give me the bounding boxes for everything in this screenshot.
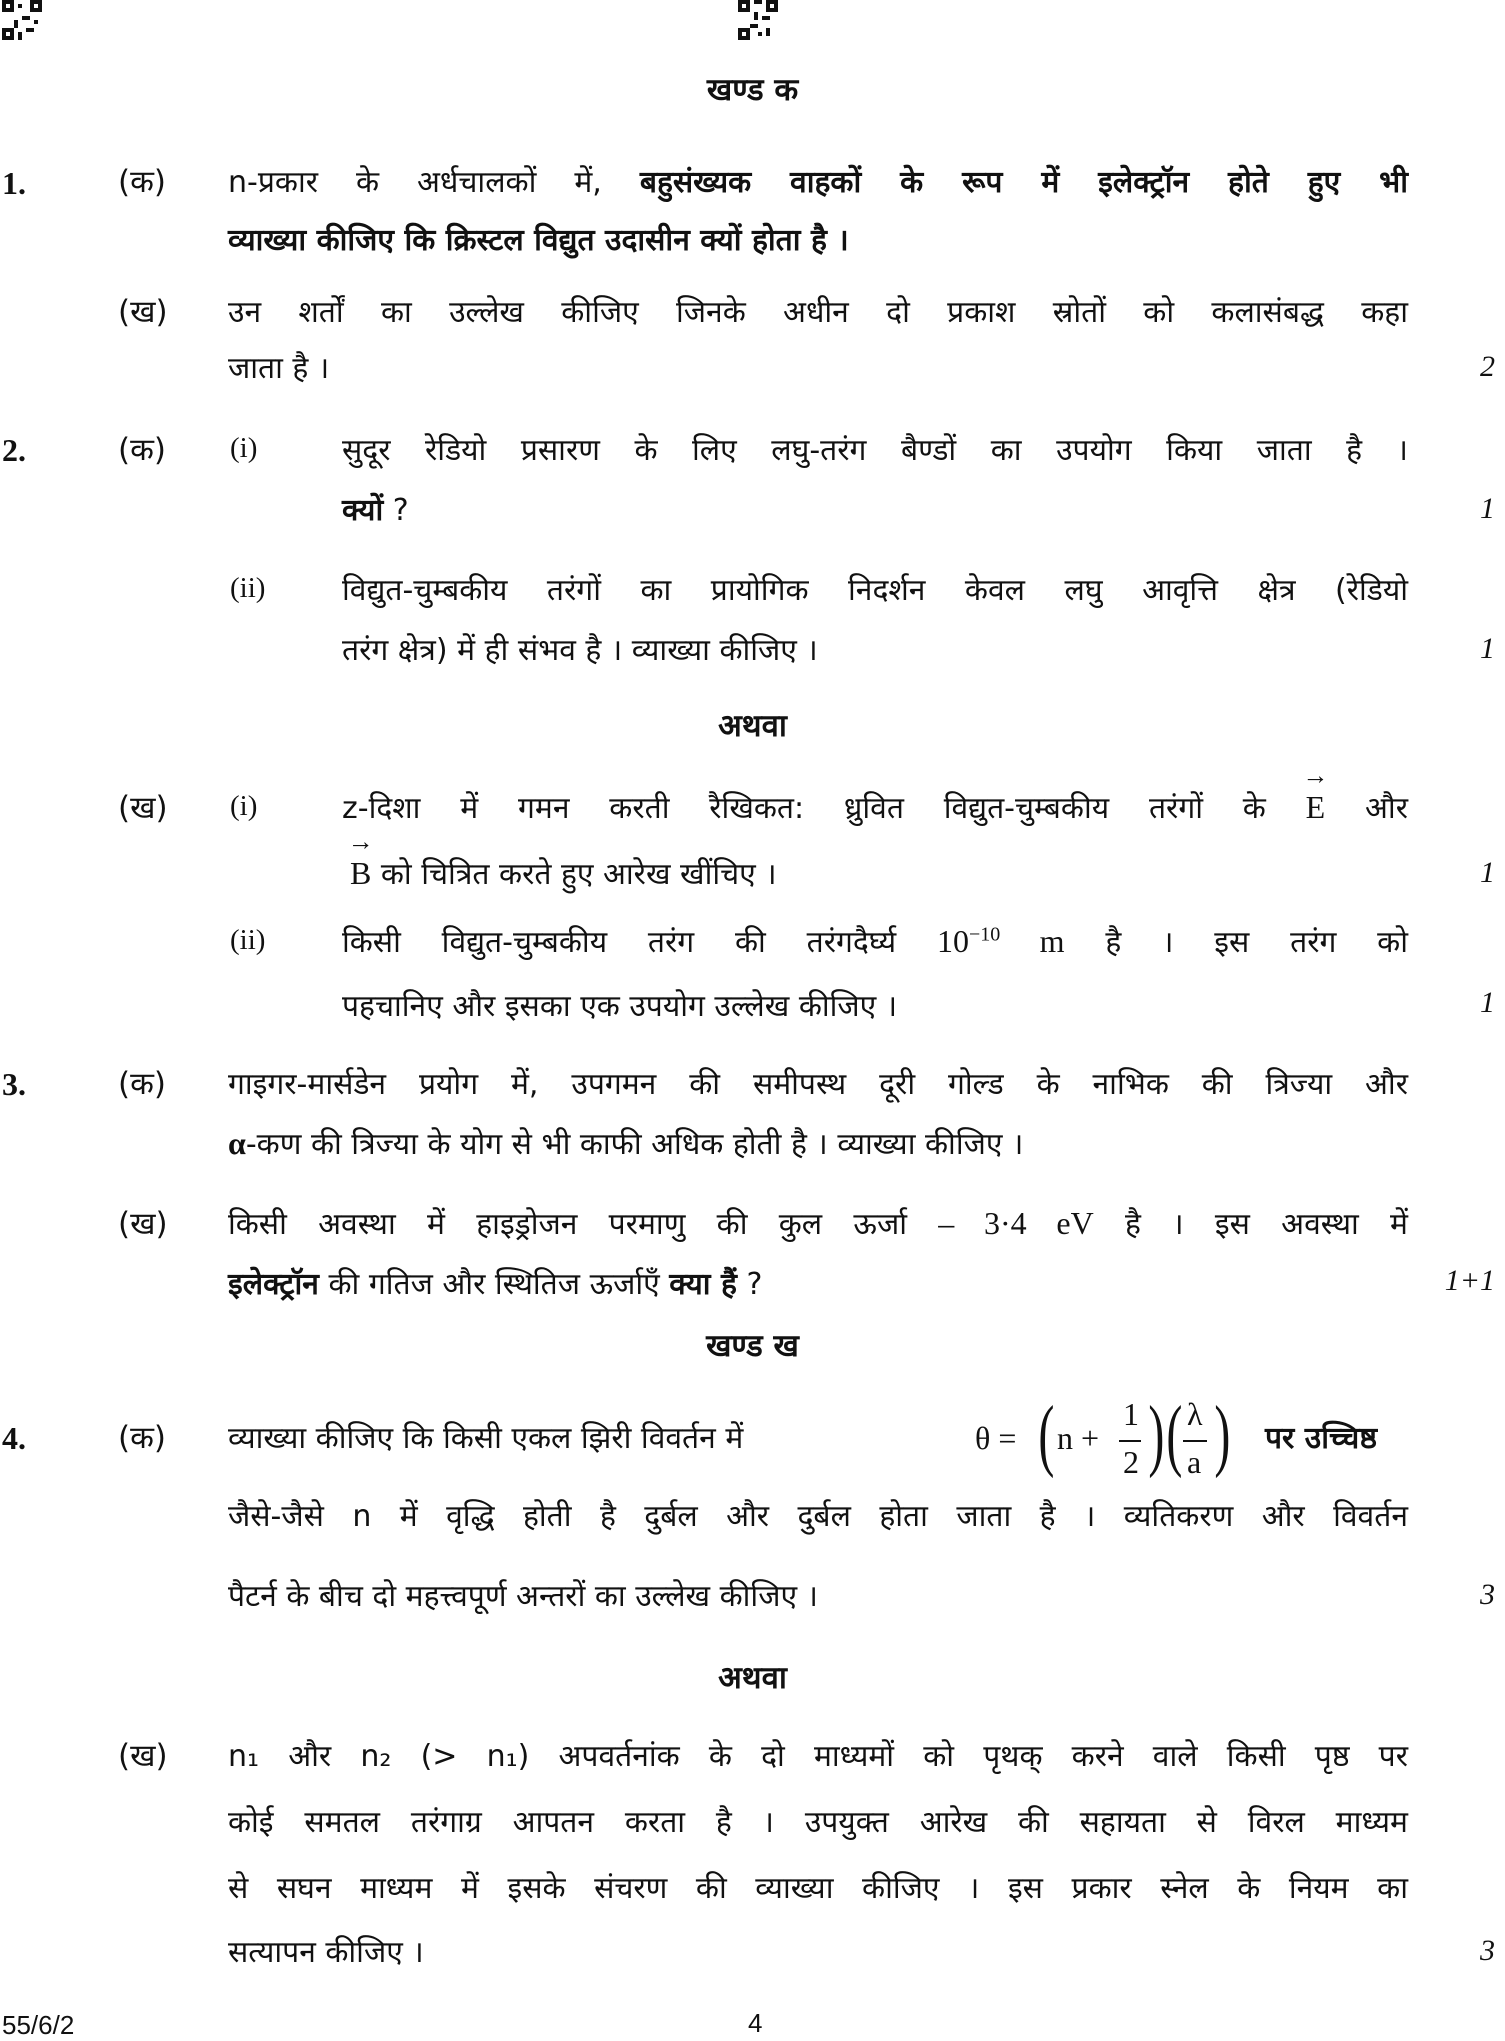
q3-what-are-bold: क्या हैं: [669, 1267, 737, 1302]
q3-part-b-line-1-pre: किसी अवस्था में हाइड्रोजन परमाणु की कुल ऊर्जा: [228, 1207, 907, 1242]
q2-a-i-marks: 1: [1480, 492, 1495, 525]
vector-b: → B: [350, 855, 371, 892]
q1-part-a-line-1-bold: बहुसंख्यक वाहकों के रूप में इलेक्ट्रॉन होते हुए भी: [639, 165, 1408, 200]
vector-e: → E: [1306, 789, 1326, 826]
q4-part-a-line-1-pre: व्याख्या कीजिए कि किसी एकल झिरी विवर्तन में: [228, 1421, 744, 1456]
q2-part-a-i-question-mark: ?: [383, 493, 409, 528]
q2-part-b-i-line-2: [350, 852, 777, 893]
q4-part-b-line-1: n₁ और n₂ (> n₁) अपवर्तनांक के दो माध्यमों को पृथक् करने वाले किसी पृष्ठ पर: [228, 1739, 1408, 1774]
paper-code: 55/6/2: [2, 2010, 75, 2040]
q2-part-b-i-label: (i): [230, 790, 258, 822]
q2-part-b-ii-line-1-post: है । इस तरंग को: [1105, 925, 1408, 960]
equation-paren-close-1: ): [1148, 1391, 1165, 1479]
question-2-number: 2.: [2, 432, 26, 468]
q3-marks: 1+1: [1444, 1264, 1495, 1297]
equation-paren-close-2: ): [1214, 1391, 1231, 1479]
q1-part-b-line-2: जाता है ।: [228, 351, 330, 386]
q2-part-b-i-line-1: [342, 786, 1408, 827]
q3-electron-bold: इलेक्ट्रॉन: [228, 1267, 319, 1302]
q2-part-b-i-line-1-post: और: [1365, 791, 1408, 826]
equation-fraction-bar-2: [1183, 1440, 1207, 1442]
diffraction-equation: [975, 1392, 1245, 1492]
q4-or-label: अथवा: [718, 1660, 787, 1696]
q3-part-b-label: (ख): [118, 1206, 168, 1242]
q4-part-a-line-3: पैटर्न के बीच दो महत्त्वपूर्ण अन्तरों का उल्लेख कीजिए ।: [228, 1579, 818, 1614]
q2-b-ii-marks: 1: [1480, 986, 1495, 1019]
q2-part-b-ii-line-2: पहचानिए और इसका एक उपयोग उल्लेख कीजिए ।: [342, 989, 898, 1024]
q2-a-ii-marks: 1: [1480, 632, 1495, 665]
equation-theta: θ =: [975, 1420, 1017, 1456]
q2-part-a-ii-line-1: विद्युत-चुम्बकीय तरंगों का प्रायोगिक निदर्शन केवल लघु आवृत्ति क्षेत्र (रेडियो: [342, 573, 1408, 608]
q4-part-b-line-3: से सघन माध्यम में इसके संचरण की व्याख्या कीजिए । इस प्रकार स्नेल के नियम का: [228, 1871, 1408, 1906]
q4-part-b-line-2: कोई समतल तरंगाग्र आपतन करता है । उपयुक्त आरेख की सहायता से विरल माध्यम: [228, 1805, 1408, 1840]
q2-part-b-label: (ख): [118, 790, 168, 826]
section-b-heading: खण्ड ख: [706, 1328, 799, 1364]
equation-fraction-bar-1: [1119, 1440, 1141, 1442]
q2-part-b-i-line-1-pre: z-दिशा में गमन करती रैखिकत: ध्रुवित विद्युत-चुम्बकीय तरंगों के: [342, 791, 1266, 826]
q4-part-a-line-2: जैसे-जैसे n में वृद्धि होती है दुर्बल और दुर्बल होता जाता है । व्यतिकरण और विवर्तन: [228, 1499, 1408, 1534]
question-4-number: 4.: [2, 1420, 26, 1456]
q3-part-b-line-2-mid: की गतिज और स्थितिज ऊर्जाएँ: [318, 1267, 670, 1302]
q2-part-b-i-line-2-post: को चित्रित करते हुए आरेख खींचिए ।: [380, 857, 777, 892]
equation-half-den: 2: [1123, 1444, 1139, 1480]
q4-b-marks: 3: [1480, 1934, 1495, 1967]
q1-part-a-line-2: व्याख्या कीजिए कि क्रिस्टल विद्युत उदासीन क्यों होता है ।: [228, 223, 849, 258]
q4-a-marks: 3: [1480, 1578, 1495, 1611]
qr-code-left: [2, 0, 42, 40]
page-number: 4: [748, 2008, 763, 2038]
equation-a: a: [1187, 1444, 1202, 1480]
energy-value: – 3·4 eV: [938, 1205, 1094, 1241]
wavelength-base: 10: [937, 923, 970, 959]
question-3-number: 3.: [2, 1066, 26, 1102]
equation-half-num: 1: [1123, 1396, 1139, 1432]
q4-part-b-label: (ख): [118, 1738, 168, 1774]
q3-part-a-line-2: [228, 1122, 1023, 1163]
q3-part-a-line-1: गाइगर-मार्सडेन प्रयोग में, उपगमन की समीपस्थ दूरी गोल्ड के नाभिक की त्रिज्या और: [228, 1067, 1408, 1102]
q3-part-a-label: (क): [118, 1066, 166, 1102]
q2-part-a-ii-line-2: तरंग क्षेत्र) में ही संभव है । व्याख्या कीजिए ।: [342, 633, 818, 668]
q2-part-a-ii-label: (ii): [230, 572, 266, 604]
q1-part-b-label: (ख): [118, 294, 168, 330]
q2-part-a-i-line-1: सुदूर रेडियो प्रसारण के लिए लघु-तरंग बैण्डों का उपयोग किया जाता है ।: [342, 433, 1408, 468]
q1-part-a-line-1-pre: n-प्रकार के अर्धचालकों में,: [228, 165, 602, 200]
q2-part-a-i-why: क्यों: [342, 493, 384, 528]
q2-or-label: अथवा: [718, 708, 787, 744]
q3-part-a-line-2-text: -कण की त्रिज्या के योग से भी काफी अधिक होती है । व्याख्या कीजिए ।: [245, 1127, 1024, 1162]
q3-part-b-line-2-end: ?: [736, 1267, 763, 1302]
equation-n: n +: [1057, 1420, 1100, 1456]
q2-part-b-ii-label: (ii): [230, 924, 266, 956]
q3-part-b-line-1-post: है । इस अवस्था में: [1125, 1207, 1408, 1242]
q2-b-i-marks: 1: [1480, 856, 1495, 889]
q4-part-a-label: (क): [118, 1420, 166, 1456]
section-a-heading: खण्ड क: [706, 72, 799, 108]
equation-lambda: λ: [1187, 1396, 1203, 1432]
q1-part-b-line-1: उन शर्तों का उल्लेख कीजिए जिनके अधीन दो प्रकाश स्रोतों को कलासंबद्ध कहा: [228, 295, 1408, 330]
wavelength-exponent: −10: [969, 923, 1001, 946]
q2-part-a-label: (क): [118, 432, 166, 468]
q3-part-b-line-1: [228, 1202, 1408, 1243]
q2-part-b-ii-line-1: [342, 920, 1408, 961]
q4-part-b-line-4: सत्यापन कीजिए ।: [228, 1935, 424, 1970]
q1-part-a-line-1: [228, 160, 1408, 201]
wavelength-unit: m: [1039, 923, 1065, 959]
wavelength-value: [937, 923, 1064, 959]
q2-part-b-ii-line-1-pre: किसी विद्युत-चुम्बकीय तरंग की तरंगदैर्घ्य: [342, 925, 897, 960]
equation-paren-open-1: (: [1038, 1391, 1055, 1479]
q1-part-a-label: (क): [118, 164, 166, 200]
q1-marks: 2: [1480, 350, 1495, 383]
q2-part-a-i-line-2: [342, 488, 409, 529]
q3-part-b-line-2: [228, 1262, 762, 1303]
question-1-number: 1.: [2, 165, 26, 201]
q2-part-a-i-label: (i): [230, 432, 258, 464]
qr-code-center: [738, 0, 778, 40]
equation-paren-open-2: (: [1166, 1391, 1183, 1479]
alpha-symbol: α: [228, 1125, 246, 1161]
q4-part-a-line-1-post: पर उच्चिष्ठ: [1265, 1421, 1377, 1456]
